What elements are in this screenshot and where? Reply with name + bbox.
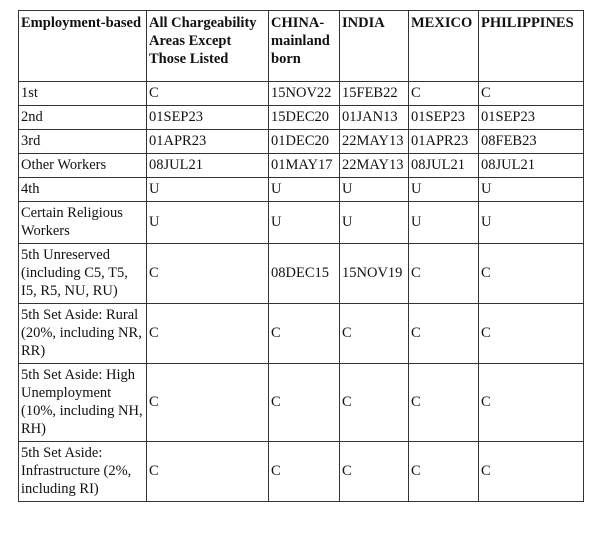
cell-mexico: U — [409, 178, 479, 202]
cell-mexico: 01SEP23 — [409, 106, 479, 130]
cell-china: 08DEC15 — [269, 244, 340, 304]
cell-philippines: C — [479, 442, 584, 502]
row-category: 5th Set Aside: Infrastructure (2%, including RI) — [19, 442, 147, 502]
cell-india: 22MAY13 — [340, 130, 409, 154]
header-india: INDIA — [340, 11, 409, 82]
cell-all-chargeability: C — [147, 82, 269, 106]
cell-china: C — [269, 442, 340, 502]
cell-china: U — [269, 178, 340, 202]
cell-all-chargeability: U — [147, 178, 269, 202]
cell-all-chargeability: 01SEP23 — [147, 106, 269, 130]
cell-china: 01DEC20 — [269, 130, 340, 154]
header-all-chargeability: All Chargeability Areas Except Those Listed — [147, 11, 269, 82]
cell-all-chargeability: C — [147, 364, 269, 442]
cell-mexico: 01APR23 — [409, 130, 479, 154]
header-philippines: PHILIPPINES — [479, 11, 584, 82]
cell-china: U — [269, 202, 340, 244]
row-category: 3rd — [19, 130, 147, 154]
table-row — [19, 106, 584, 130]
cell-mexico: U — [409, 202, 479, 244]
table-row — [19, 82, 584, 106]
table-row — [19, 364, 584, 442]
header-china: CHINA-mainland born — [269, 11, 340, 82]
cell-india: 22MAY13 — [340, 154, 409, 178]
visa-bulletin-table — [18, 10, 584, 502]
cell-philippines: 08FEB23 — [479, 130, 584, 154]
cell-china: 15DEC20 — [269, 106, 340, 130]
cell-philippines: 08JUL21 — [479, 154, 584, 178]
row-category: Certain Religious Workers — [19, 202, 147, 244]
table-row — [19, 304, 584, 364]
cell-india: C — [340, 364, 409, 442]
cell-all-chargeability: U — [147, 202, 269, 244]
cell-india: C — [340, 304, 409, 364]
cell-china: 15NOV22 — [269, 82, 340, 106]
row-category: 5th Unreserved (including C5, T5, I5, R5, NU, RU) — [19, 244, 147, 304]
cell-china: C — [269, 364, 340, 442]
header-employment-based: Employment-based — [19, 11, 147, 82]
cell-all-chargeability: C — [147, 442, 269, 502]
table-row — [19, 244, 584, 304]
cell-china: C — [269, 304, 340, 364]
table-row — [19, 178, 584, 202]
cell-mexico: C — [409, 304, 479, 364]
table-row — [19, 130, 584, 154]
row-category: 4th — [19, 178, 147, 202]
row-category: 5th Set Aside: Rural (20%, including NR, RR) — [19, 304, 147, 364]
cell-philippines: C — [479, 82, 584, 106]
visa-bulletin-table-container — [18, 10, 584, 502]
cell-all-chargeability: C — [147, 304, 269, 364]
cell-india: U — [340, 202, 409, 244]
header-row — [19, 11, 584, 82]
cell-philippines: U — [479, 178, 584, 202]
row-category: 5th Set Aside: High Unemployment (10%, including NH, RH) — [19, 364, 147, 442]
row-category: 2nd — [19, 106, 147, 130]
table-row — [19, 154, 584, 178]
cell-india: U — [340, 178, 409, 202]
cell-all-chargeability: C — [147, 244, 269, 304]
row-category: 1st — [19, 82, 147, 106]
cell-all-chargeability: 01APR23 — [147, 130, 269, 154]
table-row — [19, 202, 584, 244]
cell-all-chargeability: 08JUL21 — [147, 154, 269, 178]
cell-mexico: 08JUL21 — [409, 154, 479, 178]
cell-india: 01JAN13 — [340, 106, 409, 130]
cell-india: 15NOV19 — [340, 244, 409, 304]
cell-india: C — [340, 442, 409, 502]
header-mexico: MEXICO — [409, 11, 479, 82]
cell-mexico: C — [409, 244, 479, 304]
cell-mexico: C — [409, 442, 479, 502]
cell-india: 15FEB22 — [340, 82, 409, 106]
cell-philippines: C — [479, 244, 584, 304]
table-row — [19, 442, 584, 502]
cell-philippines: C — [479, 364, 584, 442]
cell-philippines: U — [479, 202, 584, 244]
cell-mexico: C — [409, 364, 479, 442]
cell-philippines: 01SEP23 — [479, 106, 584, 130]
cell-china: 01MAY17 — [269, 154, 340, 178]
row-category: Other Workers — [19, 154, 147, 178]
cell-philippines: C — [479, 304, 584, 364]
cell-mexico: C — [409, 82, 479, 106]
